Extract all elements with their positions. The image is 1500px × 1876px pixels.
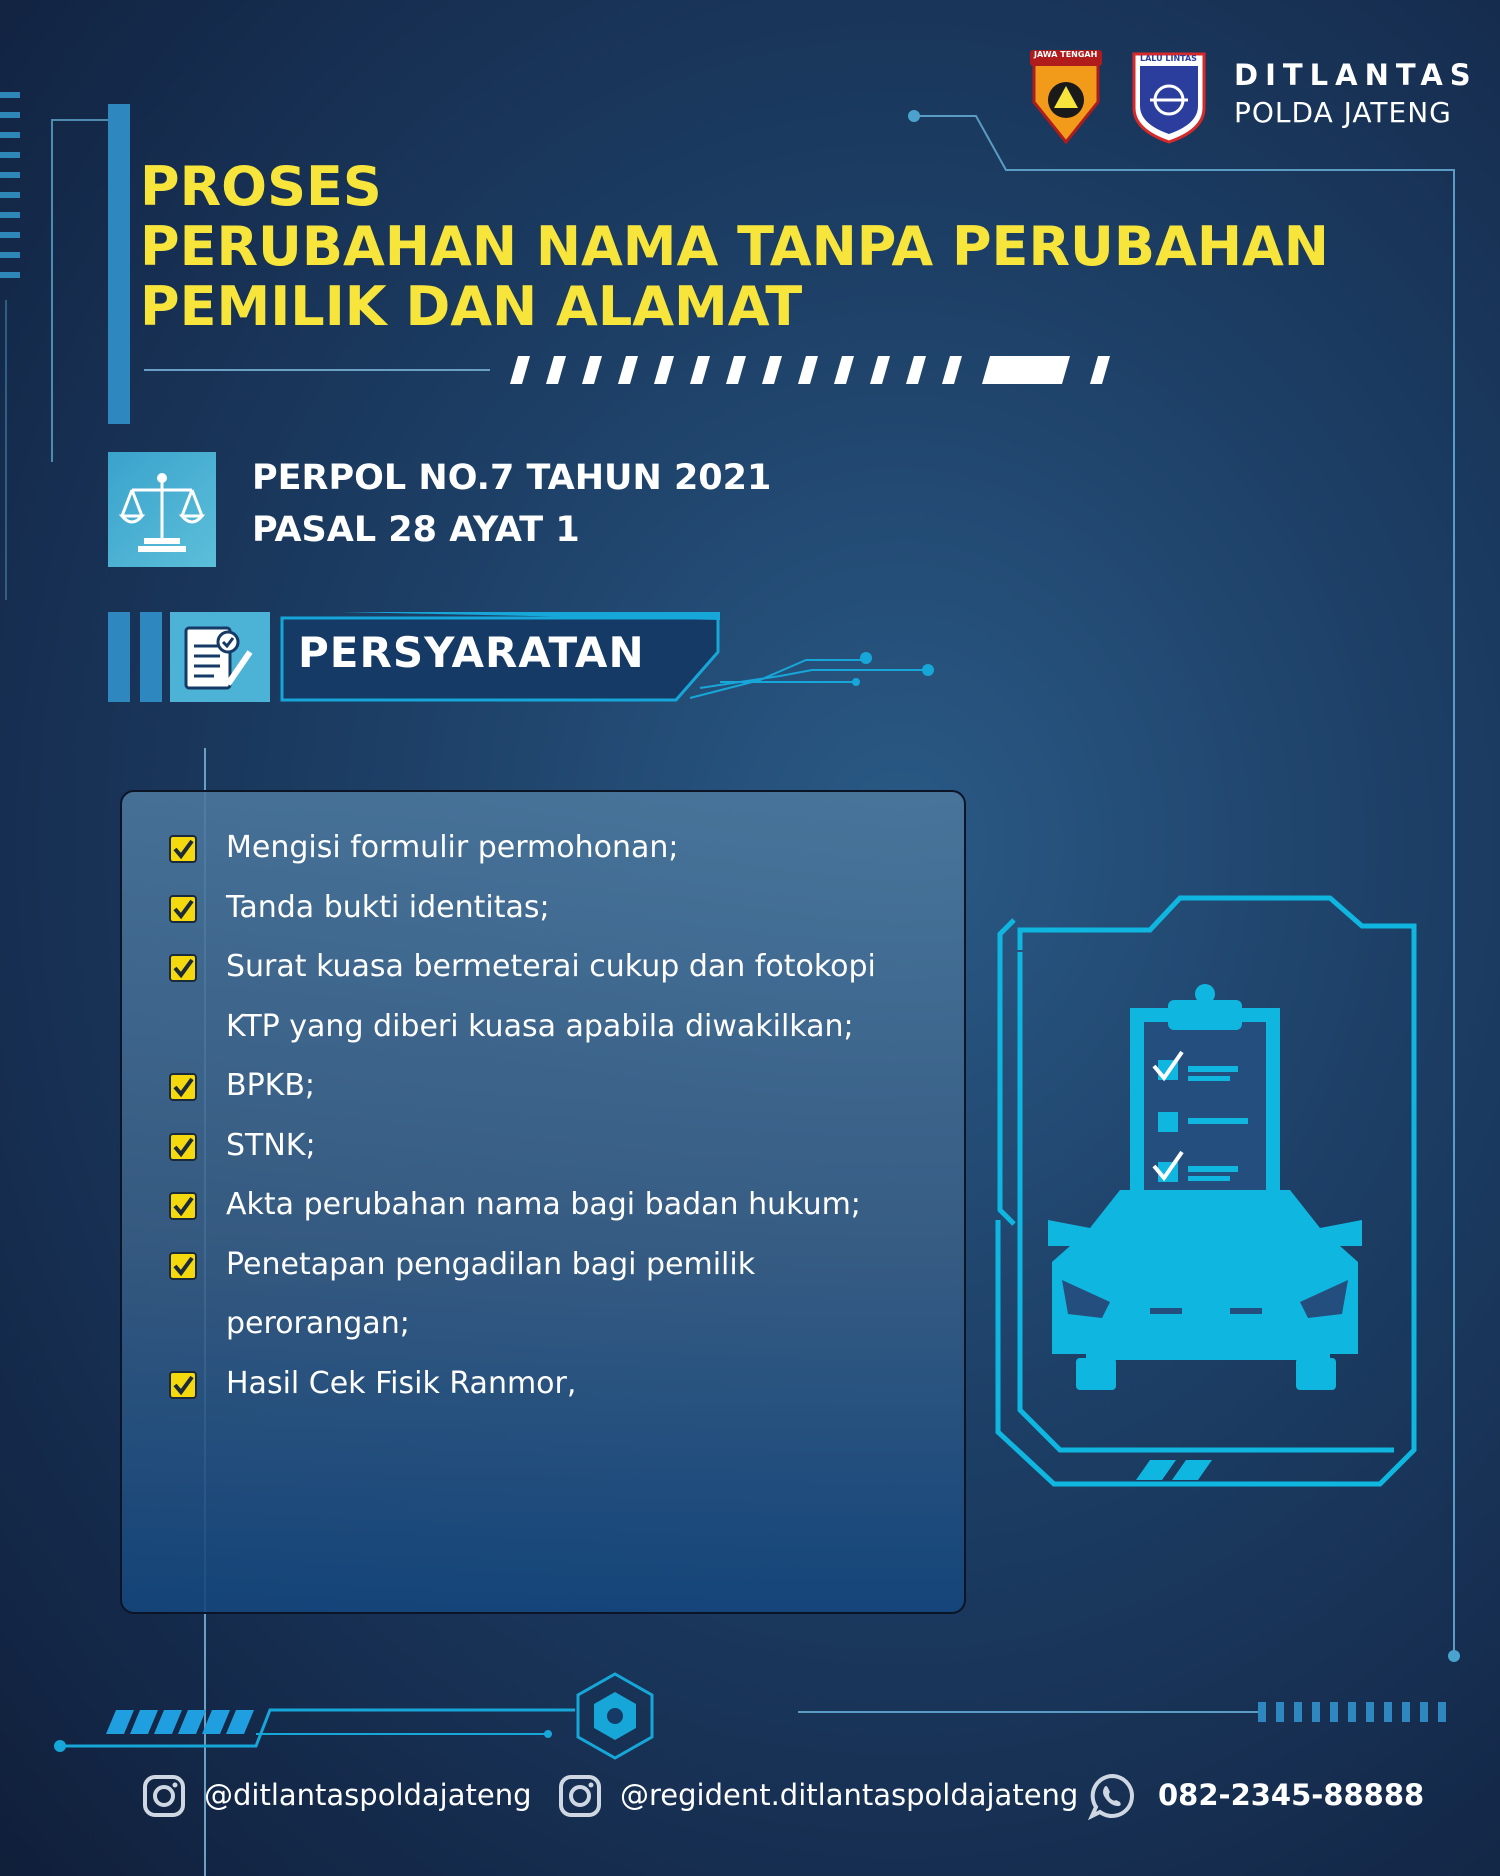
- law-icon-box: [108, 452, 216, 567]
- requirement-item-text: Hasil Cek Fisik Ranmor,: [226, 1365, 577, 1401]
- instagram-icon: [558, 1774, 602, 1818]
- car-clipboard-icon: [990, 890, 1420, 1490]
- badge-label: JAWA TENGAH: [1034, 50, 1098, 59]
- shield-label: LALU LINTAS: [1140, 54, 1197, 63]
- title-line-1: PROSES: [140, 155, 382, 218]
- requirement-item-text: Penetapan pengadilan bagi pemilik: [226, 1246, 756, 1282]
- requirement-item-text: Akta perubahan nama bagi badan hukum;: [226, 1187, 861, 1222]
- checkbox-checked-icon: [168, 1251, 198, 1281]
- instagram-icon: [142, 1774, 186, 1818]
- requirement-item-text: Mengisi formulir permohonan;: [226, 830, 679, 865]
- requirement-item-text: BPKB;: [226, 1068, 316, 1103]
- document-sign-icon: [180, 622, 260, 694]
- checkbox-checked-icon: [168, 894, 198, 924]
- requirement-item-text: STNK;: [226, 1127, 316, 1163]
- checkbox-checked-icon: [168, 1132, 198, 1162]
- instagram-handle-2[interactable]: @regident.ditlantaspoldajateng: [620, 1778, 1079, 1812]
- requirement-item-text: KTP yang diberi kuasa apabila diwakilkan;: [226, 1008, 854, 1044]
- requirement-item-text: Tanda bukti identitas;: [226, 889, 550, 925]
- title-line-2: PERUBAHAN NAMA TANPA PERUBAHAN: [140, 215, 1330, 278]
- law-reference: PERPOL NO.7 TAHUN 2021: [252, 458, 772, 498]
- checkbox-checked-icon: [168, 1370, 198, 1400]
- requirement-item-text: Surat kuasa bermeterai cukup dan fotokopi: [226, 949, 876, 984]
- scales-icon: [108, 452, 216, 567]
- instagram-handle-1[interactable]: @ditlantaspoldajateng: [204, 1778, 532, 1812]
- checkbox-checked-icon: [168, 1191, 198, 1221]
- brand-subtitle: POLDA JATENG: [1234, 96, 1452, 129]
- whatsapp-icon: [1088, 1772, 1136, 1820]
- title-line-3: PEMILIK DAN ALAMAT: [140, 275, 803, 338]
- requirement-item-text: perorangan;: [226, 1306, 410, 1341]
- checkbox-checked-icon: [168, 953, 198, 983]
- checkbox-checked-icon: [168, 1072, 198, 1102]
- phone-number[interactable]: 082-2345-88888: [1158, 1778, 1425, 1812]
- checkbox-checked-icon: [168, 834, 198, 864]
- jawa-tengah-police-badge: [1028, 46, 1104, 144]
- brand-name: DITLANTAS: [1234, 58, 1478, 92]
- law-article: PASAL 28 AYAT 1: [252, 510, 580, 550]
- requirements-heading: PERSYARATAN: [298, 628, 645, 677]
